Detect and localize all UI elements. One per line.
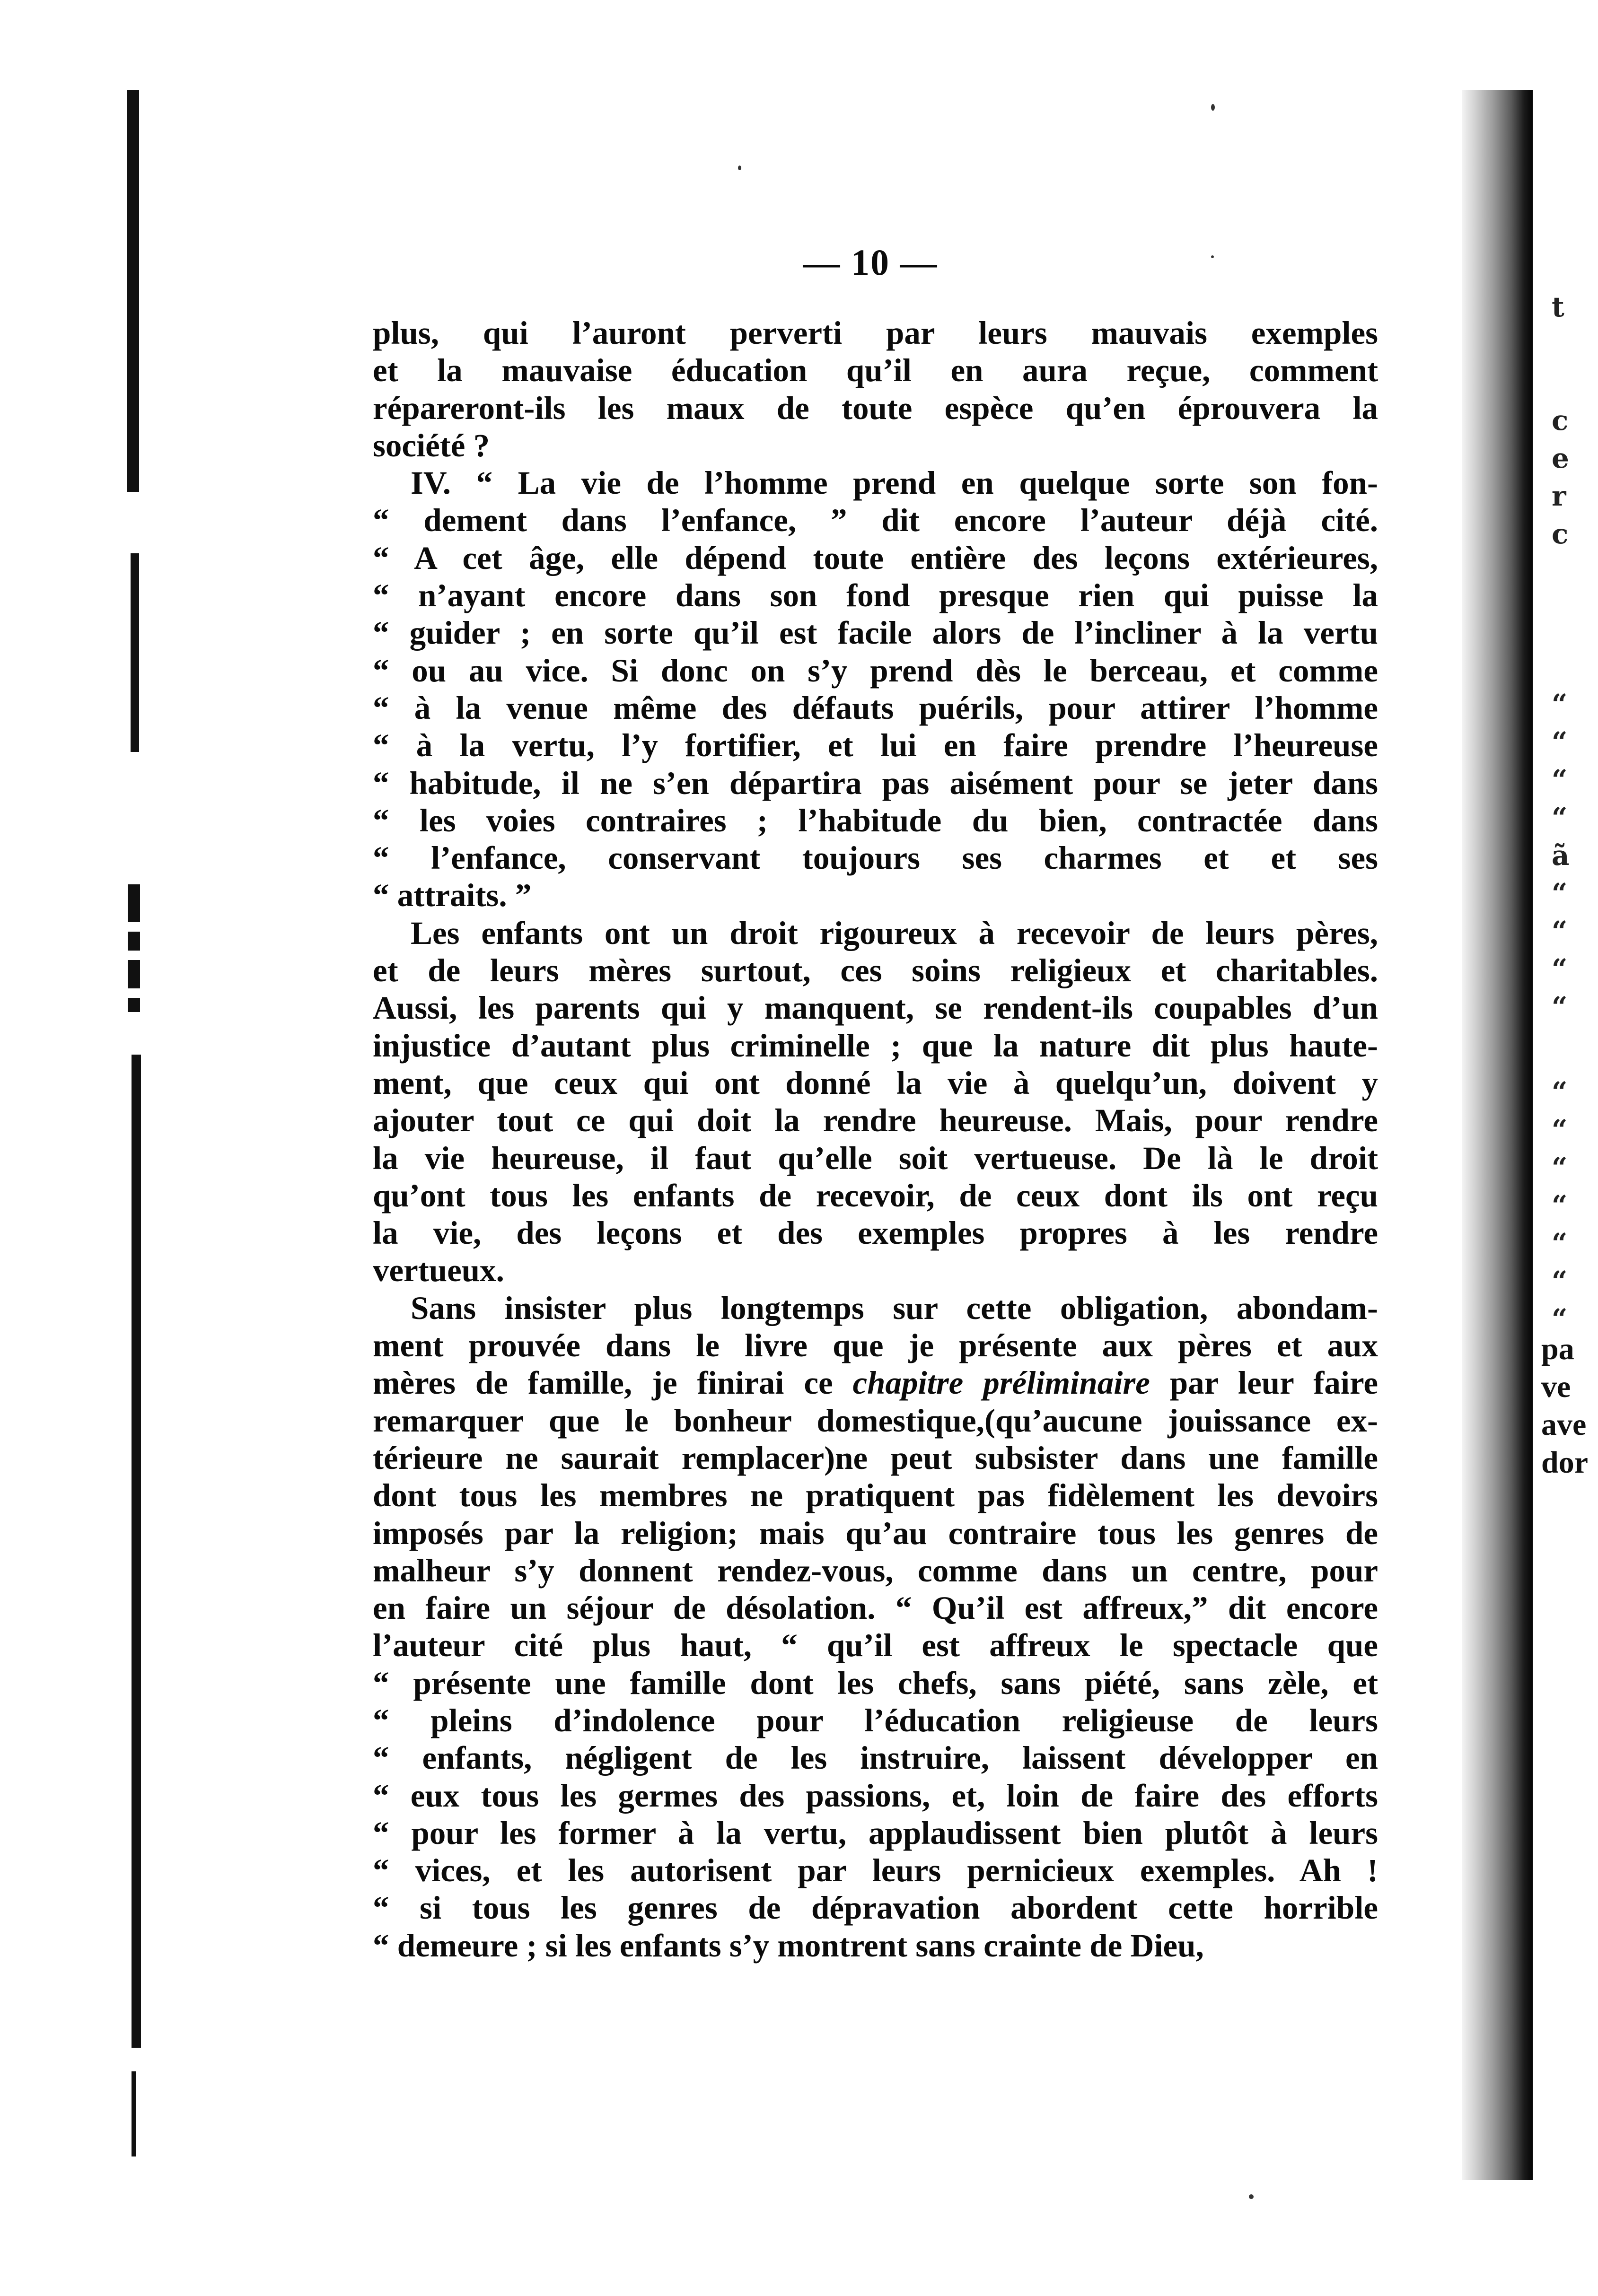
text-line: injustice d’autant plus criminelle ; que la nature dit plus haute- bbox=[373, 1027, 1378, 1064]
text-line: qu’ont tous les enfants de recevoir, de ceux dont ils ont reçu bbox=[373, 1177, 1378, 1213]
next-page-quote: “ bbox=[1552, 877, 1568, 909]
scan-speck bbox=[1211, 255, 1214, 258]
next-page-letter: c bbox=[1552, 404, 1569, 437]
text-line: Aussi, les parents qui y manquent, se rendent-ils coupables d’un bbox=[373, 990, 1378, 1026]
left-binding-shadow bbox=[117, 80, 193, 2265]
next-page-quote: “ bbox=[1552, 953, 1568, 985]
text-line: société ? bbox=[373, 427, 490, 463]
text-line: térieure ne saurait remplacer)ne peut subsister dans une famille bbox=[373, 1440, 1378, 1476]
text-line: en faire un séjour de désolation. “ Qu’il est affreux,” dit encore bbox=[373, 1590, 1378, 1626]
text-line: “ n’ayant encore dans son fond presque rien qui puisse la bbox=[373, 577, 1378, 614]
text-line: “ à la venue même des défauts puérils, pour attirer l’homme bbox=[373, 690, 1378, 726]
next-page-quote: “ bbox=[1552, 915, 1568, 947]
next-page-quote: “ bbox=[1552, 1265, 1568, 1297]
next-page-word: dor bbox=[1541, 1445, 1588, 1480]
text-line: “ pleins d’indolence pour l’éducation religieuse de leurs bbox=[373, 1702, 1378, 1738]
text-line: malheur s’y donnent rendez-vous, comme dans un centre, pour bbox=[373, 1552, 1378, 1589]
next-page-quote: “ bbox=[1552, 1189, 1568, 1222]
page-number: — 10 — bbox=[803, 242, 938, 283]
text-line: “ dement dans l’enfance, ” dit encore l’auteur déjà cité. bbox=[373, 502, 1378, 539]
text-line: dont tous les membres ne pratiquent pas fidèlement les devoirs bbox=[373, 1477, 1378, 1514]
text-line-with-italic bbox=[373, 1364, 1378, 1402]
text-line: et la mauvaise éducation qu’il en aura reçue, comment bbox=[373, 352, 1378, 389]
text-line: “ A cet âge, elle dépend toute entière des leçons extérieures, bbox=[373, 540, 1378, 576]
text-line: Sans insister plus longtemps sur cette obligation, abondam- bbox=[411, 1290, 1378, 1326]
text-line: répareront-ils les maux de toute espèce qu’en éprouvera la bbox=[373, 390, 1378, 426]
text-line: et de leurs mères surtout, ces soins religieux et charitables. bbox=[373, 952, 1378, 989]
text-line: ment, que ceux qui ont donné la vie à quelqu’un, doivent y bbox=[373, 1065, 1378, 1101]
text-line: “ à la vertu, l’y fortifier, et lui en faire prendre l’heureuse bbox=[373, 727, 1378, 764]
text-line: ment prouvée dans le livre que je présente aux pères et aux bbox=[373, 1327, 1378, 1364]
next-page-quote: “ bbox=[1552, 991, 1568, 1023]
next-page-quote: “ bbox=[1552, 764, 1568, 796]
text-segment: par leur faire bbox=[1150, 1365, 1378, 1401]
next-page-quote: “ bbox=[1552, 1303, 1568, 1335]
text-line: “ si tous les genres de dépravation abordent cette horrible bbox=[373, 1890, 1378, 1926]
text-line: Les enfants ont un droit rigoureux à recevoir de leurs pères, bbox=[411, 915, 1378, 951]
next-page-quote: “ bbox=[1552, 1114, 1568, 1146]
text-line: ajouter tout ce qui doit la rendre heureuse. Mais, pour rendre bbox=[373, 1102, 1378, 1139]
next-page-quote: “ bbox=[1552, 688, 1568, 720]
text-line: “ demeure ; si les enfants s’y montrent sans crainte de Dieu, bbox=[373, 1927, 1204, 1964]
next-page-letter: c bbox=[1552, 518, 1569, 550]
text-line: “ vices, et les autorisent par leurs pernicieux exemples. Ah ! bbox=[373, 1852, 1378, 1889]
scan-speck bbox=[1249, 2194, 1254, 2199]
next-page-quote: “ bbox=[1552, 726, 1568, 758]
next-page-quote: “ bbox=[1552, 1152, 1568, 1184]
next-page-letter: e bbox=[1552, 442, 1569, 474]
text-line: “ ou au vice. Si donc on s’y prend dès le berceau, et comme bbox=[373, 652, 1378, 689]
text-line: la vie, des leçons et des exemples propres à les rendre bbox=[373, 1215, 1378, 1251]
next-page-quote: ã bbox=[1552, 839, 1570, 872]
text-line: “ pour les former à la vertu, applaudissent bien plutôt à leurs bbox=[373, 1815, 1378, 1851]
next-page-letter: t bbox=[1552, 291, 1564, 323]
text-line: imposés par la religion; mais qu’au contraire tous les genres de bbox=[373, 1515, 1378, 1551]
scan-speck bbox=[738, 166, 741, 170]
next-page-word: ve bbox=[1541, 1370, 1571, 1404]
next-page-quote: “ bbox=[1552, 802, 1568, 834]
scan-speck bbox=[1211, 104, 1215, 111]
text-line: “ habitude, il ne s’en départira pas aisément pour se jeter dans bbox=[373, 765, 1378, 801]
text-line: “ présente une famille dont les chefs, sans piété, sans zèle, et bbox=[373, 1665, 1378, 1701]
next-page-quote: “ bbox=[1552, 1227, 1568, 1259]
text-line: plus, qui l’auront perverti par leurs mauvais exemples bbox=[373, 315, 1378, 351]
next-page-word: ave bbox=[1541, 1407, 1587, 1442]
text-line: l’auteur cité plus haut, “ qu’il est affreux le spectacle que bbox=[373, 1627, 1378, 1664]
text-line: “ enfants, négligent de les instruire, laissent développer en bbox=[373, 1740, 1378, 1776]
next-page-word: pa bbox=[1541, 1332, 1574, 1366]
text-line: “ les voies contraires ; l’habitude du bien, contractée dans bbox=[373, 802, 1378, 838]
text-line: la vie heureuse, il faut qu’elle soit vertueuse. De là le droit bbox=[373, 1140, 1378, 1176]
text-line: “ eux tous les germes des passions, et, loin de faire des efforts bbox=[373, 1777, 1378, 1814]
page-body-text bbox=[373, 314, 1378, 1964]
next-page-quote: “ bbox=[1552, 1076, 1568, 1108]
text-line: vertueux. bbox=[373, 1252, 504, 1289]
italic-phrase: chapitre préliminaire bbox=[852, 1365, 1150, 1401]
right-binding-shadow bbox=[1462, 90, 1533, 2180]
text-line: “ l’enfance, conservant toujours ses charmes et et ses bbox=[373, 840, 1378, 876]
text-line: IV. “ La vie de l’homme prend en quelque sorte son fon- bbox=[411, 465, 1378, 501]
text-line: “ attraits. ” bbox=[373, 877, 532, 914]
next-page-letter: r bbox=[1552, 480, 1566, 512]
text-line: “ guider ; en sorte qu’il est facile alors de l’incliner à la vertu bbox=[373, 615, 1378, 651]
adjacent-page-fragment bbox=[1537, 265, 1598, 1967]
text-segment: mères de famille, je finirai ce bbox=[373, 1365, 833, 1401]
text-line: remarquer que le bonheur domestique,(qu’aucune jouissance ex- bbox=[373, 1402, 1378, 1439]
